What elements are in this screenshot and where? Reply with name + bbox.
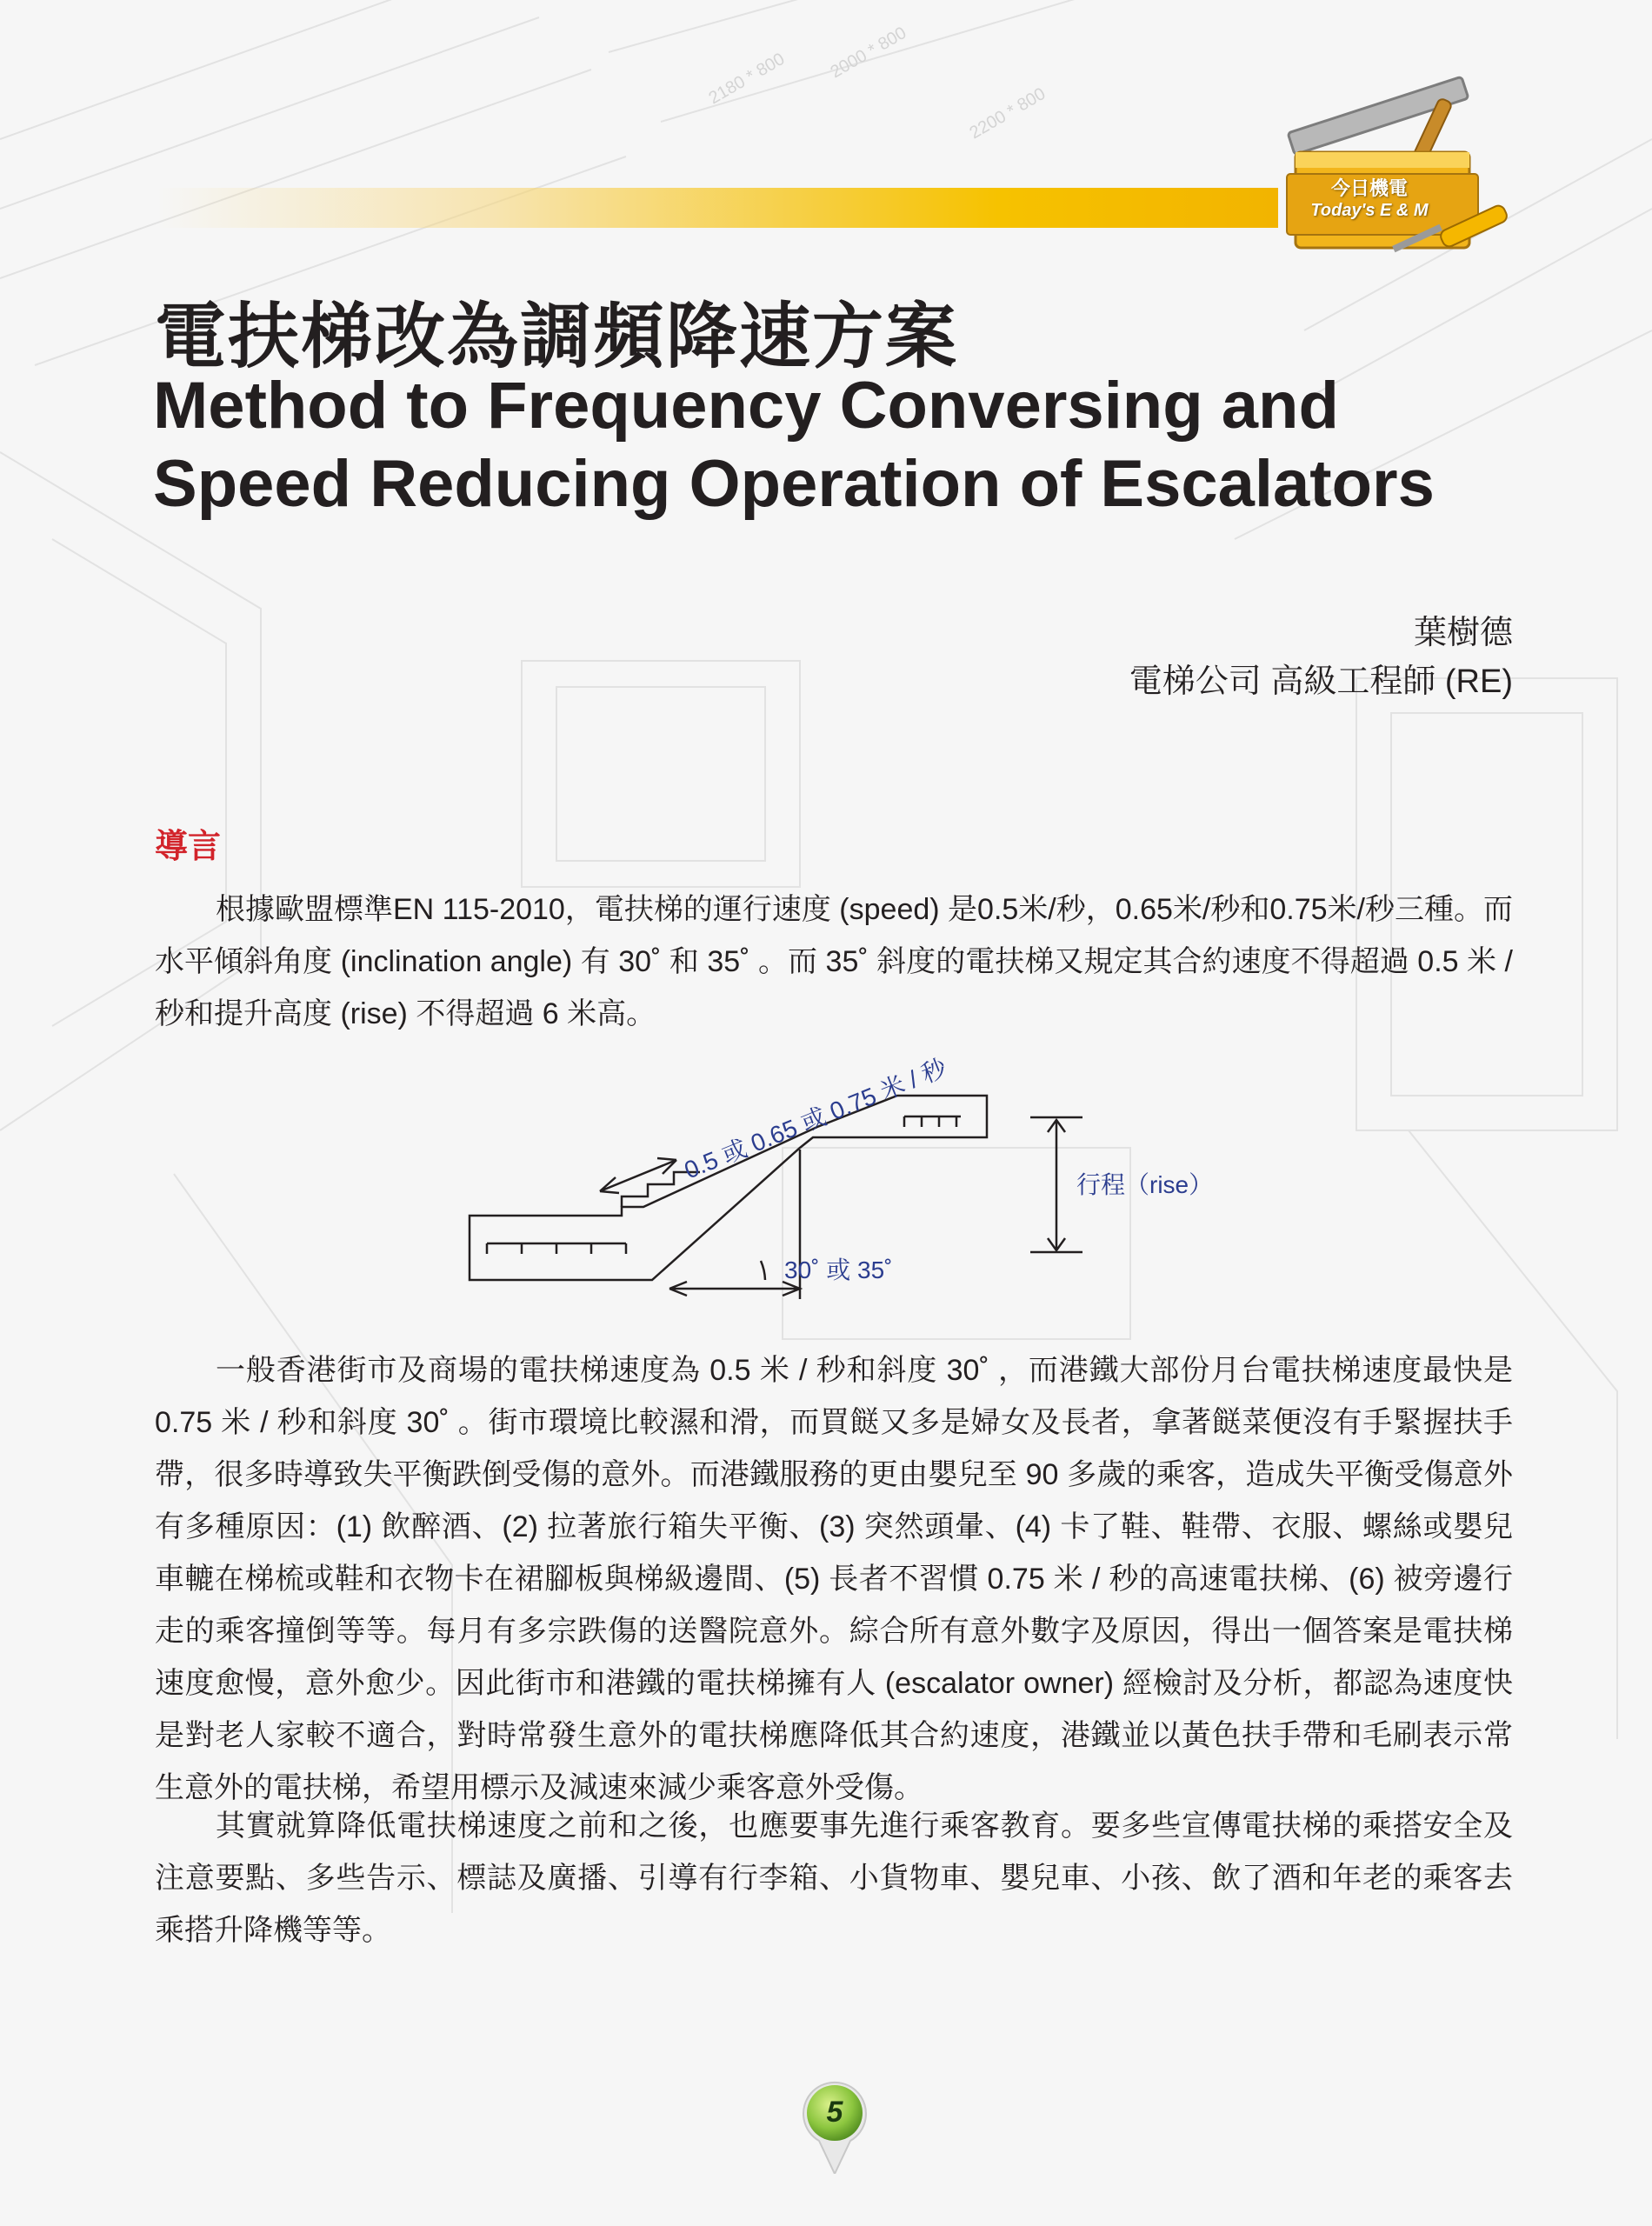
author-name: 葉樹德	[1413, 615, 1513, 651]
lower-landing-ticks	[487, 1243, 626, 1254]
section-title: 導言	[155, 829, 222, 865]
badge-label-zh: 今日機電	[1330, 177, 1408, 199]
escalator-diagram	[452, 1052, 1409, 1322]
rise-arrow	[1048, 1120, 1065, 1250]
badge-label-en: Today's E & M	[1310, 201, 1429, 221]
speed-arrow	[600, 1158, 676, 1193]
toolbox-icon	[1261, 70, 1513, 278]
svg-text:2200 * 800: 2200 * 800	[966, 83, 1049, 143]
title-chinese: 電扶梯改為調頻降速方案	[155, 297, 959, 377]
paragraph-1: 根據歐盟標準EN 115-2010，電扶梯的運行速度 (speed) 是0.5米/秒，0.65米/秒和0.75米/秒三種。而水平傾斜角度 (inclination angle) 有 30˚ 和 35˚ 。而 35˚ 斜度的電扶梯又規定其合約速度不得超過 0.5 米 / 秒和提升高度 (rise) 不得超過 6 米高。	[155, 893, 1513, 1030]
angle-arc	[761, 1261, 765, 1280]
upper-landing-ticks	[904, 1116, 961, 1127]
page-number: 5	[826, 2096, 843, 2129]
paragraph-2: 一般香港街市及商場的電扶梯速度為 0.5 米 / 秒和斜度 30˚ ，而港鐵大部份月台電扶梯速度最快是 0.75 米 / 秒和斜度 30˚ 。街市環境比較濕和滑，而買餸又多是婦女及長者，拿著餸菜便沒有手緊握扶手帶，很多時導致失平衡跌倒受傷的意外。而港鐵服務的更由嬰兒至 90 多歲的乘客，造成失平衡受傷意外有多種原因：(1) 飲醉酒、(2) 拉著旅行箱失平衡、(3) 突然頭暈、(4) 卡了鞋、鞋帶、衣服、螺絲或嬰兒車轆在梯梳或鞋和衣物卡在裙腳板與梯級邊間、(5) 長者不習慣 0.75 米 / 秒的高速電扶梯、(6) 被旁邊行走的乘客撞倒等等。每月有多宗跌傷的送醫院意外。綜合所有意外數字及原因，得出一個答案是電扶梯速度愈慢，意外愈少。因此街市和港鐵的電扶梯擁有人 (escalator owner) 經檢討及分析，都認為速度快是對老人家較不適合，對時常發生意外的電扶梯應降低其合約速度，港鐵並以黃色扶手帶和毛刷表示常生意外的電扶梯，希望用標示及減速來減少乘客意外受傷。	[155, 1354, 1513, 1804]
author-block	[1129, 609, 1513, 706]
header-gradient-bar	[157, 188, 1278, 228]
svg-text:2000 * 800: 2000 * 800	[827, 23, 910, 83]
svg-text:2180 * 800: 2180 * 800	[705, 49, 789, 109]
speed-label: 0.5 或 0.65 或 0.75 米 / 秒	[680, 1054, 950, 1184]
title-english: Method to Frequency Conversing and Speed Reducing Operation of Escalators	[153, 369, 1435, 521]
escalator-outline	[470, 1096, 987, 1280]
paragraph-3: 其實就算降低電扶梯速度之前和之後，也應要事先進行乘客教育。要多些宣傳電扶梯的乘搭安全及注意要點、多些告示、標誌及廣播、引導有行李箱、小貨物車、嬰兒車、小孩、飲了酒和年老的乘客去乘搭升降機等等。	[155, 1809, 1513, 1947]
angle-label: 30˚ 或 35˚	[784, 1256, 893, 1283]
rise-label: 行程（rise）	[1076, 1171, 1214, 1198]
badge-label	[1287, 177, 1452, 221]
author-position: 電梯公司 高級工程師 (RE)	[1129, 663, 1513, 700]
base-arrow	[669, 1282, 800, 1296]
